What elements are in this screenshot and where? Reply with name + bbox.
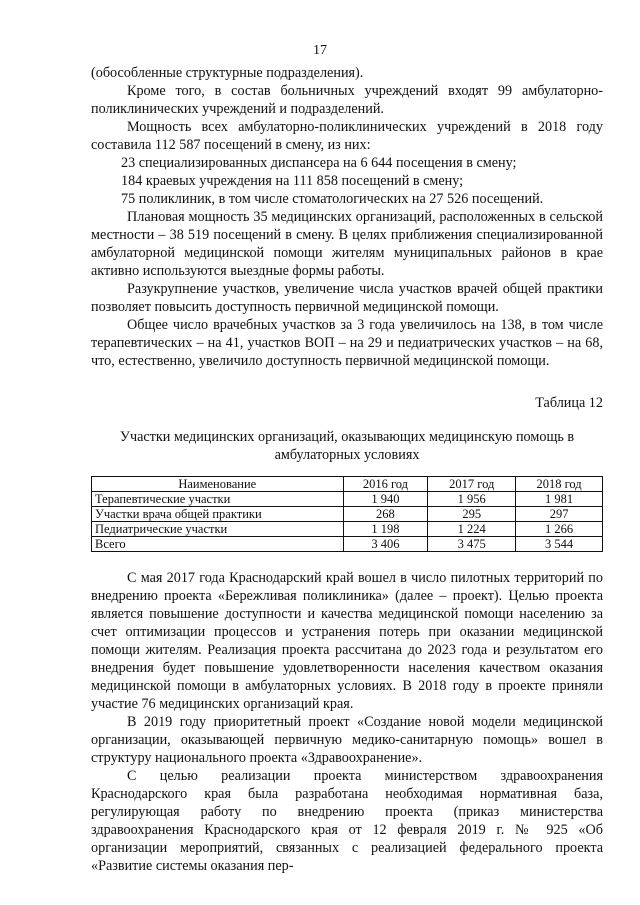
table-cell: 1 198 bbox=[343, 522, 428, 537]
table-cell: 3 544 bbox=[516, 537, 603, 552]
paragraph: С мая 2017 года Краснодарский край вошел в число пилотных территорий по внедрению проекта «Бережливая поликлиника» (далее – проект). Целью проекта является повышение доступности и качества медицинской помощи населению за счет оптимизации процессов и устранения потерь при оказании медицинской помощи жителям. Реализация проекта рассчитана до 2023 года и результатом его внедрения будет повышение удовлетворенности населения качеством оказания медицинской помощи в амбулаторных условиях. В 2018 году в проекте приняли участие 76 медицинских организаций края. bbox=[91, 570, 603, 712]
table-cell: Терапевтические участки bbox=[92, 492, 344, 507]
column-header: 2018 год bbox=[516, 477, 603, 492]
paragraph: Мощность всех амбулаторно-поликлинических учреждений в 2018 году составила 112 587 посещений в смену, из них: bbox=[91, 119, 603, 153]
table-label-block bbox=[91, 394, 603, 412]
list-item: 75 поликлиник, в том числе стоматологических на 27 526 посещений. bbox=[121, 191, 544, 207]
table-cell: Педиатрические участки bbox=[92, 522, 344, 537]
table-cell: 268 bbox=[343, 507, 428, 522]
paragraph: Кроме того, в состав больничных учреждений входят 99 амбулаторно-поликлинических учреждений и подразделений. bbox=[91, 83, 603, 117]
table-cell: 1 940 bbox=[343, 492, 428, 507]
table-label: Таблица 12 bbox=[535, 395, 603, 411]
top-text bbox=[91, 64, 603, 370]
paragraph: Плановая мощность 35 медицинских организаций, расположенных в сельской местности – 38 519 посещений в смену. В целях приближения специализированной амбулаторной медицинской помощи жителям муниципальных районов в крае активно используются выездные формы работы. bbox=[91, 209, 603, 279]
list-item: 184 краевых учреждения на 111 858 посещений в смену; bbox=[121, 173, 464, 189]
table-row bbox=[92, 522, 603, 537]
paragraph: (обособленные структурные подразделения). bbox=[91, 65, 364, 81]
paragraph: Общее число врачебных участков за 3 года увеличилось на 138, в том числе терапевтических – на 41, участков ВОП – на 29 и педиатрических участков – на 68, что, естественно, увеличило доступность первичной медицинской помощи. bbox=[91, 317, 603, 369]
table-cell: 297 bbox=[516, 507, 603, 522]
table-cell: 1 956 bbox=[428, 492, 516, 507]
paragraph: С целью реализации проекта министерством здравоохранения Краснодарского края была разработана необходимая нормативная база, регулирующая работу по внедрению проекта (приказ министерства здравоохранения Краснодарского края от 12 февраля 2019 г. № 925 «Об организации мероприятий, связанных с реализацией федерального проекта «Развитие системы оказания пер- bbox=[91, 768, 603, 874]
table-title: Участки медицинских организаций, оказывающих медицинскую помощь в амбулаторных условиях bbox=[119, 429, 575, 463]
table-row bbox=[92, 537, 603, 552]
table-cell: 3 406 bbox=[343, 537, 428, 552]
paragraph: Разукрупнение участков, увеличение числа участков врачей общей практики позволяет повысить доступность первичной медицинской помощи. bbox=[91, 281, 603, 315]
table-row bbox=[92, 507, 603, 522]
bottom-text bbox=[91, 569, 603, 875]
column-header: 2017 год bbox=[428, 477, 516, 492]
column-header: 2016 год bbox=[343, 477, 428, 492]
paragraph: В 2019 году приоритетный проект «Создание новой модели медицинской организации, оказывающей первичную медико-санитарную помощь» вошел в структуру национального проекта «Здравоохранение». bbox=[91, 714, 603, 766]
data-table bbox=[91, 476, 603, 552]
list-item: 23 специализированных диспансера на 6 644 посещения в смену; bbox=[121, 155, 517, 171]
column-header: Наименование bbox=[92, 477, 344, 492]
table-cell: 1 266 bbox=[516, 522, 603, 537]
table-header-row bbox=[92, 477, 603, 492]
table-title-block bbox=[91, 428, 603, 464]
table-cell: Всего bbox=[92, 537, 344, 552]
page-number: 17 bbox=[313, 43, 327, 58]
table-row bbox=[92, 492, 603, 507]
table-cell: 1 224 bbox=[428, 522, 516, 537]
table-cell: 1 981 bbox=[516, 492, 603, 507]
table-cell: Участки врача общей практики bbox=[92, 507, 344, 522]
table-cell: 3 475 bbox=[428, 537, 516, 552]
table-cell: 295 bbox=[428, 507, 516, 522]
